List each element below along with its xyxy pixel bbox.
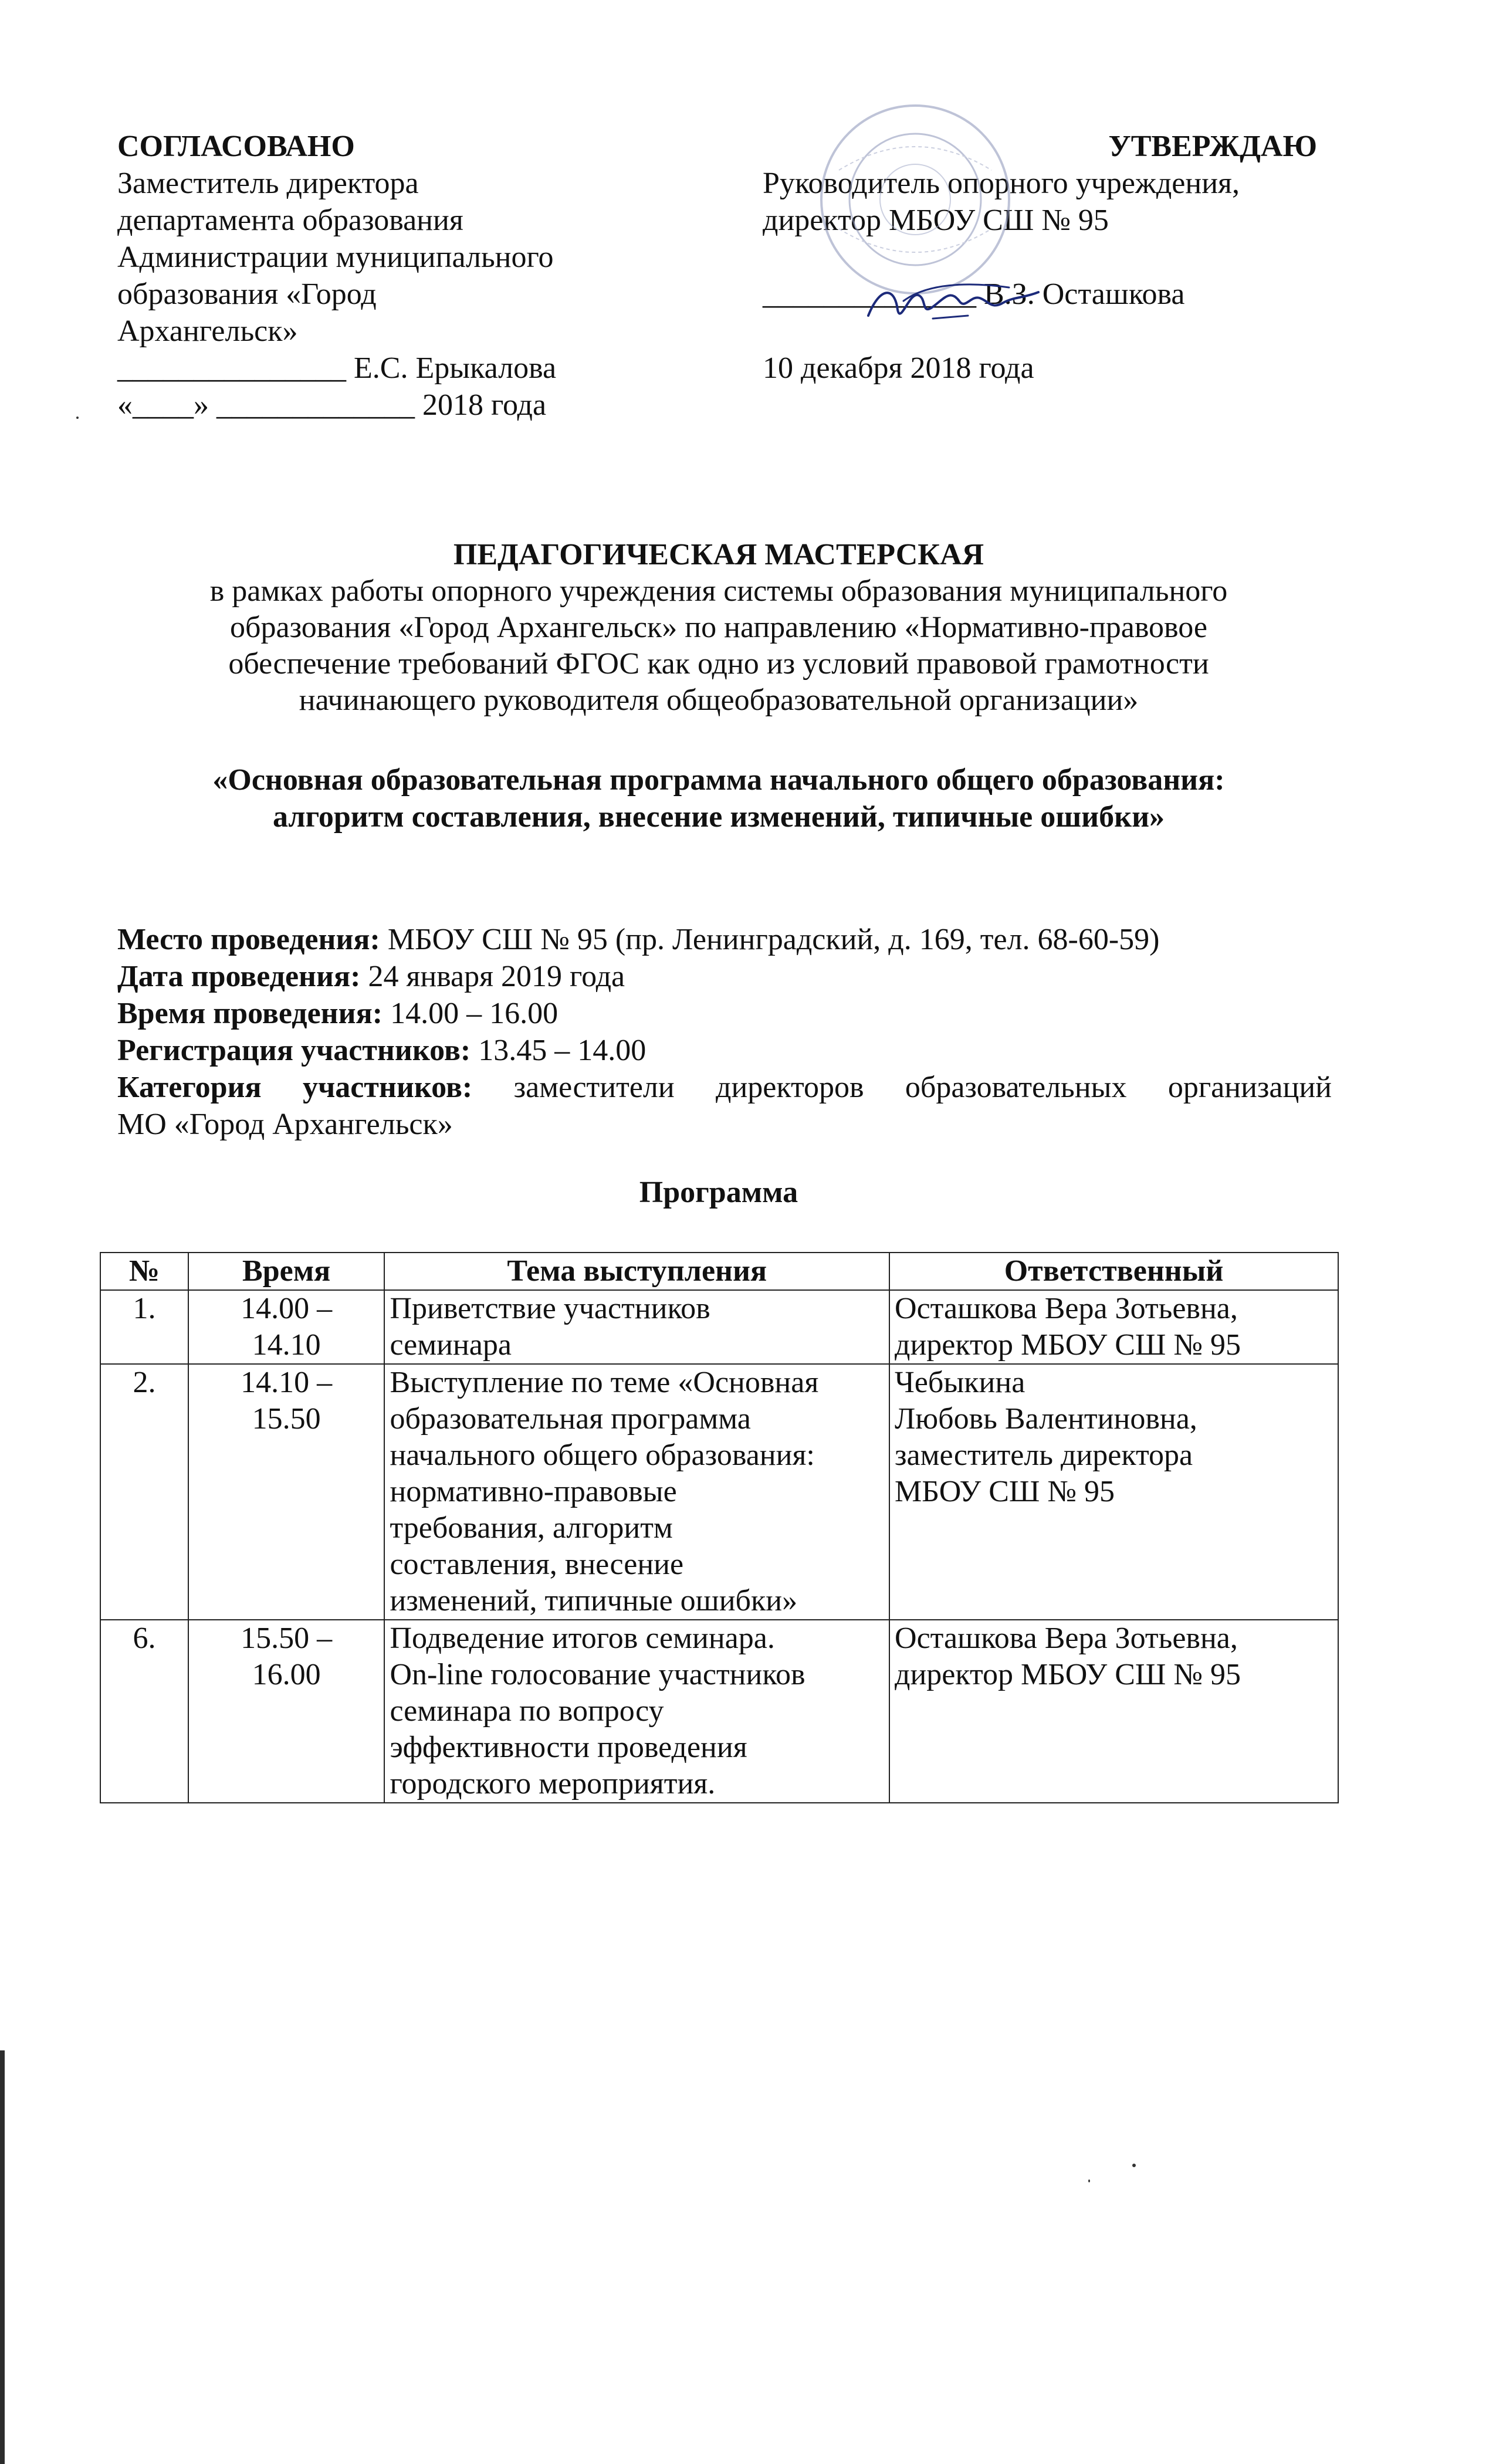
table-row	[100, 1620, 1338, 1803]
row-num: 1.	[100, 1290, 188, 1364]
event-time-label: Время проведения:	[117, 997, 383, 1030]
approval-line: образования «Город	[117, 277, 377, 311]
event-registration-value: 13.45 – 14.00	[478, 1034, 647, 1067]
event-info	[117, 921, 1332, 1143]
approval-title: УТВЕРЖДАЮ	[1108, 130, 1317, 163]
row-num: 2.	[100, 1364, 188, 1620]
row-topic: Подведение итогов семинара. On-line голосование участников семинара по вопросу эффективности проведения городского мероприятия.	[384, 1620, 889, 1803]
approval-signature-line: ______________ В.З. Осташкова	[763, 277, 1185, 311]
column-header-topic: Тема выступления	[384, 1253, 889, 1290]
event-place-label: Место проведения:	[117, 923, 380, 956]
program-heading: Программа	[639, 1176, 798, 1209]
document-subtitle-line: образования «Город Архангельск» по направлению «Нормативно-правовое	[230, 611, 1207, 644]
event-time-value: 14.00 – 16.00	[390, 997, 559, 1030]
event-date	[117, 958, 1332, 995]
approval-line: Руководитель опорного учреждения,	[763, 167, 1240, 200]
approval-spacer	[763, 239, 1317, 276]
approval-line: Администрации муниципального	[117, 241, 554, 274]
event-registration	[117, 1032, 1332, 1069]
scan-speck	[76, 417, 79, 419]
document-title: ПЕДАГОГИЧЕСКАЯ МАСТЕРСКАЯ	[453, 538, 984, 571]
approval-title: СОГЛАСОВАНО	[117, 130, 355, 163]
approval-signature-line: _______________ Е.С. Ерыкалова	[117, 351, 557, 385]
seminar-topic-line: «Основная образовательная программа начального общего образования:	[212, 763, 1225, 797]
table-row	[100, 1364, 1338, 1620]
scan-speck	[1088, 2179, 1090, 2182]
row-topic: Приветствие участников семинара	[384, 1290, 889, 1364]
event-category-continued: МО «Город Архангельск»	[117, 1108, 453, 1141]
approval-line: департамента образования	[117, 204, 463, 237]
approval-date-line: 10 декабря 2018 года	[763, 351, 1034, 385]
document-subtitle-line: в рамках работы опорного учреждения системы образования муниципального	[209, 574, 1228, 608]
event-category-value: заместители директоров образовательных организаций	[513, 1071, 1332, 1104]
seminar-topic	[100, 761, 1338, 835]
approval-spacer	[763, 313, 1317, 350]
column-header-num: №	[100, 1253, 188, 1290]
event-date-value: 24 января 2019 года	[368, 960, 625, 993]
seminar-topic-line: алгоритм составления, внесение изменений, типичные ошибки»	[272, 800, 1165, 834]
row-time: 15.50 – 16.00	[188, 1620, 385, 1803]
event-place-value: МБОУ СШ № 95 (пр. Ленинградский, д. 169, тел. 68-60-59)	[387, 923, 1160, 956]
approval-line: Архангельск»	[117, 314, 298, 348]
document-subtitle-line: обеспечение требований ФГОС как одно из условий правовой грамотности	[228, 647, 1209, 681]
event-date-label: Дата проведения:	[117, 960, 361, 993]
approval-block-left	[117, 128, 634, 424]
table-header-row	[100, 1253, 1338, 1290]
event-time	[117, 995, 1332, 1032]
program-table	[100, 1252, 1339, 1803]
row-num: 6.	[100, 1620, 188, 1803]
row-responsible: Чебыкина Любовь Валентиновна, заместитель директора МБОУ СШ № 95	[889, 1364, 1338, 1620]
scan-speck	[1132, 2164, 1136, 2167]
scan-edge-shadow	[0, 2050, 5, 2464]
column-header-responsible: Ответственный	[889, 1253, 1338, 1290]
row-responsible: Осташкова Вера Зотьевна, директор МБОУ СШ № 95	[889, 1290, 1338, 1364]
event-place	[117, 921, 1332, 958]
row-topic: Выступление по теме «Основная образовательная программа начального общего образования: нормативно-правовые требования, алгоритм составления, внесение изменений, типичные ошибки»	[384, 1364, 889, 1620]
approval-block-right	[763, 128, 1317, 387]
event-category	[117, 1069, 1332, 1106]
table-row	[100, 1290, 1338, 1364]
document-title-block	[100, 537, 1338, 719]
approval-line: директор МБОУ СШ № 95	[763, 204, 1109, 237]
row-time: 14.00 – 14.10	[188, 1290, 385, 1364]
document-subtitle-line: начинающего руководителя общеобразовательной организации»	[299, 683, 1139, 717]
row-time: 14.10 – 15.50	[188, 1364, 385, 1620]
column-header-time: Время	[188, 1253, 385, 1290]
event-category-label: Категория участников:	[117, 1071, 473, 1104]
row-responsible: Осташкова Вера Зотьевна, директор МБОУ СШ № 95	[889, 1620, 1338, 1803]
event-registration-label: Регистрация участников:	[117, 1034, 471, 1067]
approval-line: Заместитель директора	[117, 167, 419, 200]
approval-date-line: «____» _____________ 2018 года	[117, 388, 547, 422]
